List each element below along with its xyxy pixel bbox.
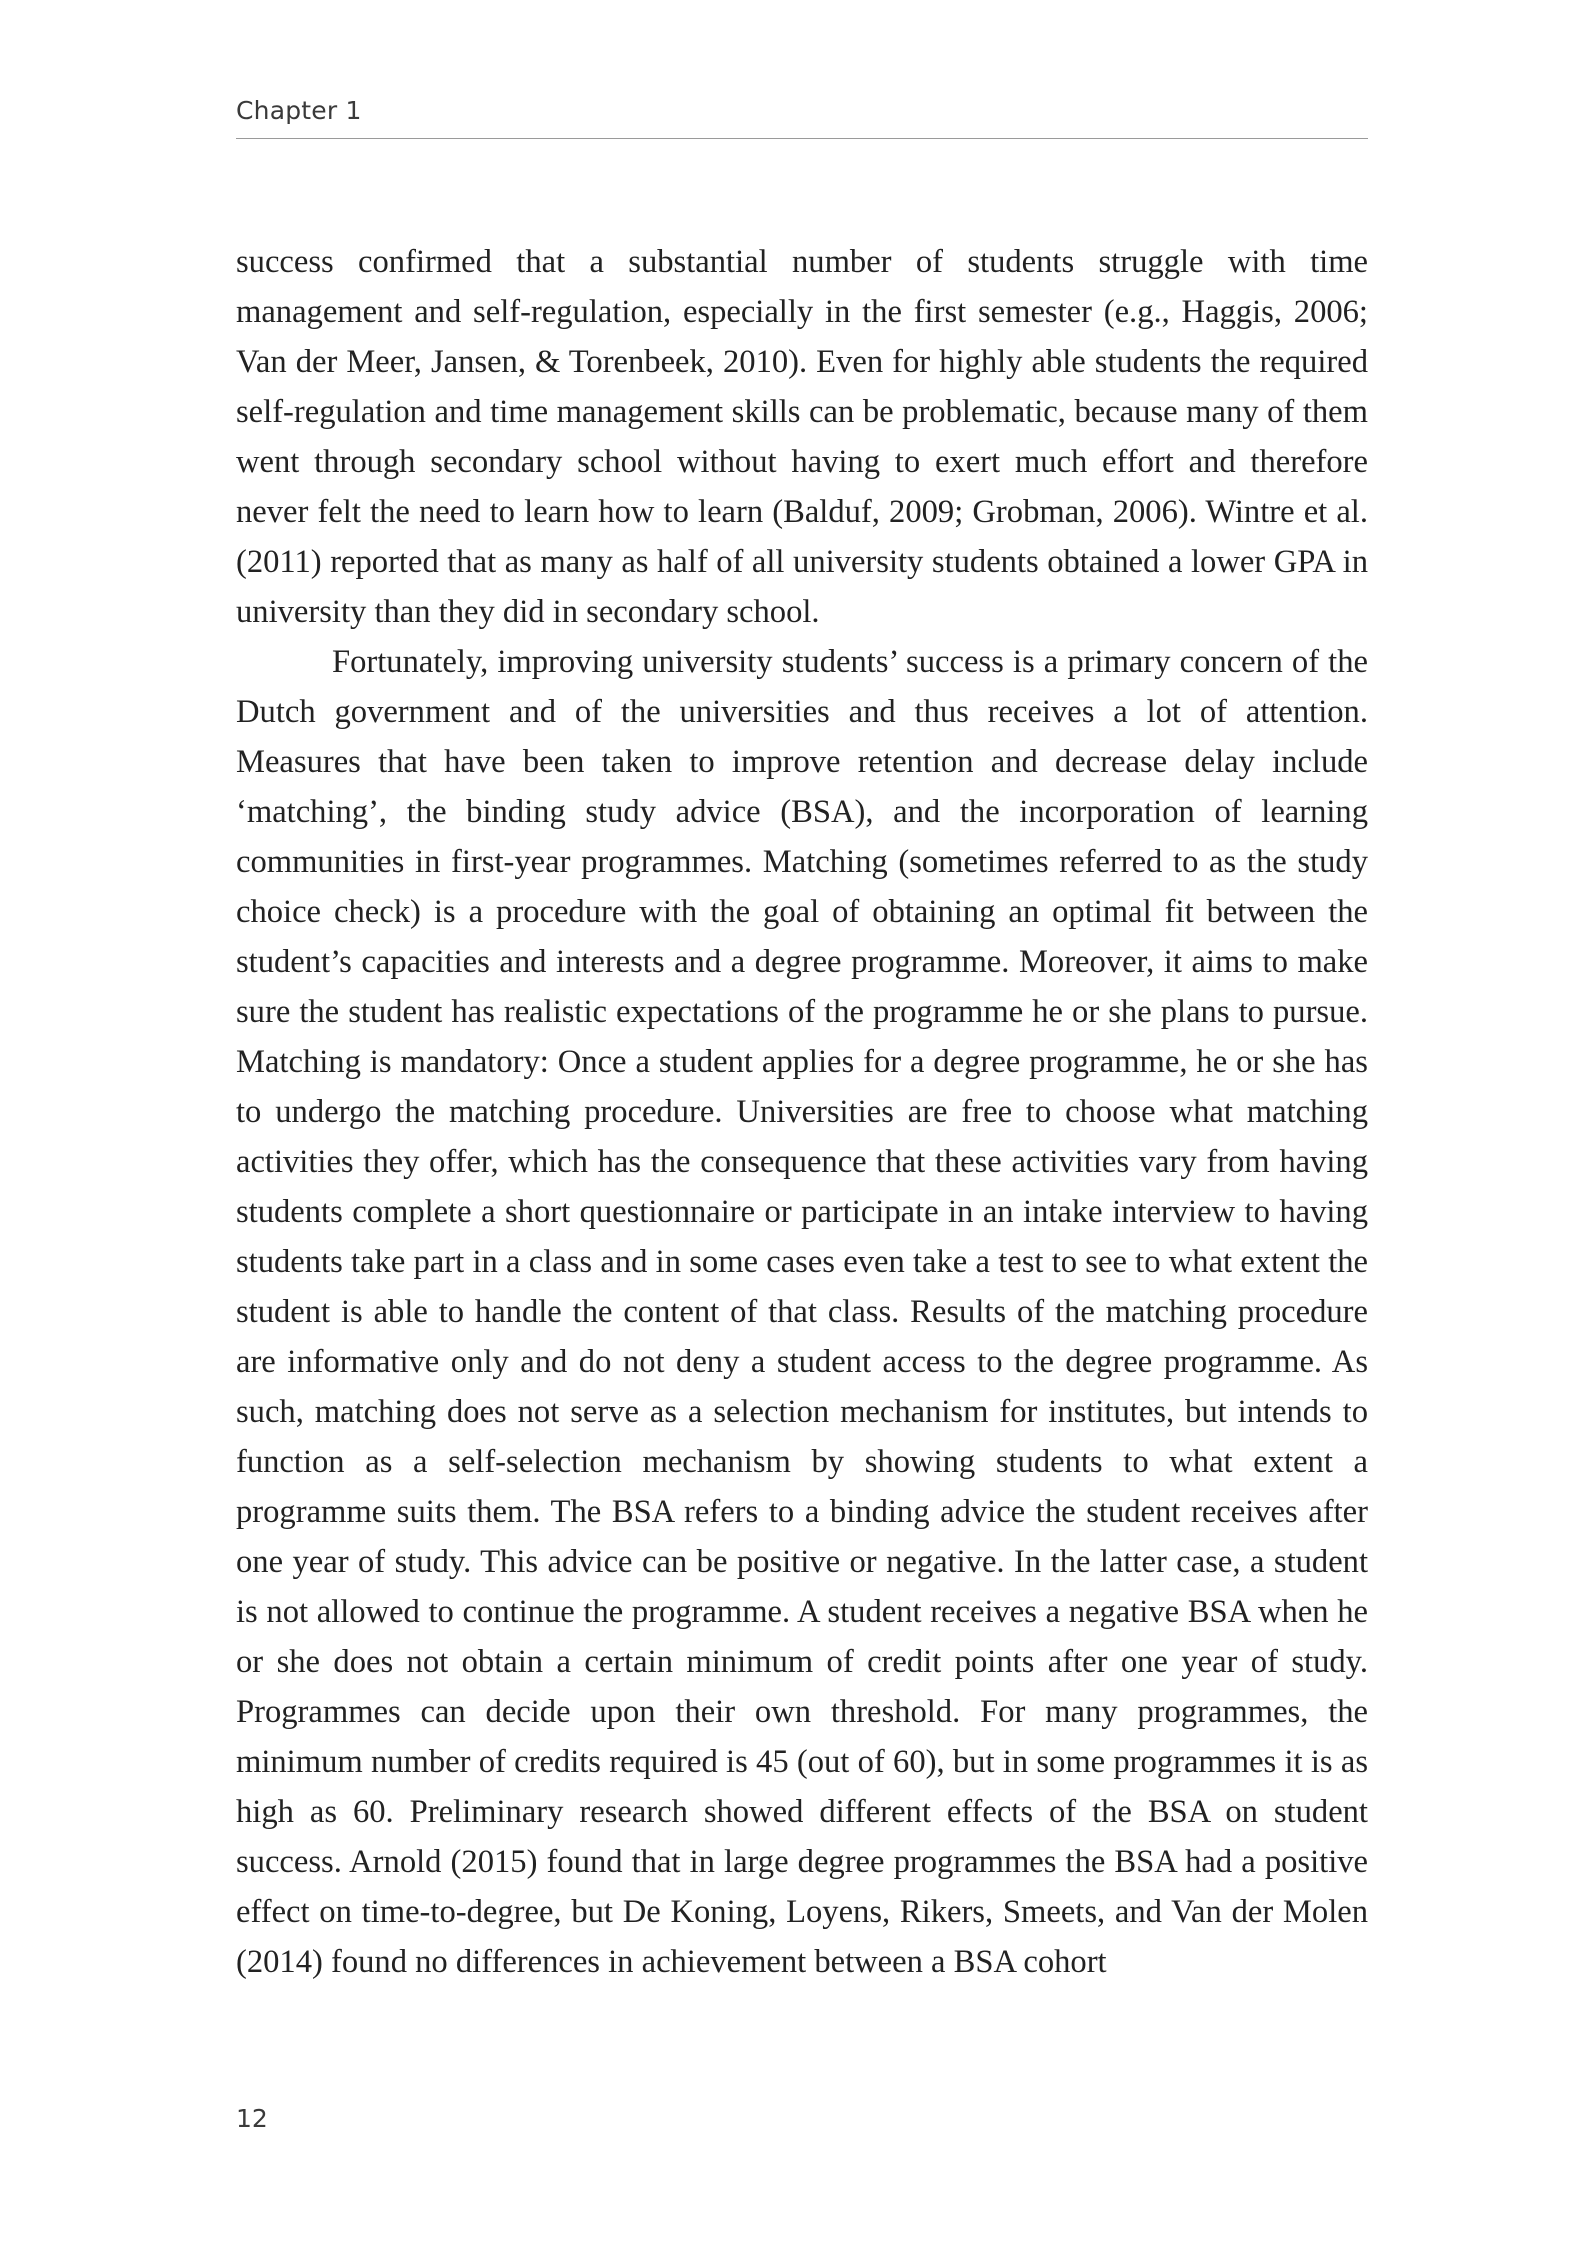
- running-header: Chapter 1: [236, 96, 362, 125]
- body-text: [236, 237, 1368, 1987]
- paragraph: Fortunately, improving university students’ success is a primary concern of the Dutch government and of the universities and thus receives a lot of attention. Measures that have been taken to improve retention and decrease delay include ‘matching’, the binding study advice (BSA), and the incorporation of learning communities in first-year programmes. Matching (sometimes referred to as the study choice check) is a procedure with the goal of obtaining an optimal fit between the student’s capacities and interests and a degree programme. Moreover, it aims to make sure the student has realistic expectations of the programme he or she plans to pursue. Matching is mandatory: Once a student applies for a degree programme, he or she has to undergo the matching procedure. Universities are free to choose what matching activities they offer, which has the consequence that these activities vary from having students complete a short questionnaire or participate in an intake interview to having students take part in a class and in some cases even take a test to see to what extent the student is able to handle the content of that class. Results of the matching procedure are informative only and do not deny a student access to the degree programme. As such, matching does not serve as a selection mechanism for institutes, but intends to function as a self-selection mechanism by showing students to what extent a programme suits them. The BSA refers to a binding advice the student receives after one year of study. This advice can be positive or negative. In the latter case, a student is not allowed to continue the programme. A student receives a negative BSA when he or she does not obtain a certain minimum of credit points after one year of study. Programmes can decide upon their own threshold. For many programmes, the minimum number of credits required is 45 (out of 60), but in some programmes it is as high as 60. Preliminary research showed different effects of the BSA on student success. Arnold (2015) found that in large degree programmes the BSA had a positive effect on time-to-degree, but De Koning, Loyens, Rikers, Smeets, and Van der Molen (2014) found no differences in achievement between a BSA cohort: [236, 644, 1368, 1980]
- paragraph: success confirmed that a substantial number of students struggle with time management and self-regulation, especially in the first semester (e.g., Haggis, 2006; Van der Meer, Jansen, & Torenbeek, 2010). Even for highly able students the required self-regulation and time management skills can be problematic, because many of them went through secondary school without having to exert much effort and therefore never felt the need to learn how to learn (Balduf, 2009; Grobman, 2006). Wintre et al. (2011) reported that as many as half of all university students obtained a lower GPA in university than they did in secondary school.: [236, 244, 1368, 630]
- page-number: 12: [236, 2104, 268, 2133]
- header-divider: [236, 138, 1368, 139]
